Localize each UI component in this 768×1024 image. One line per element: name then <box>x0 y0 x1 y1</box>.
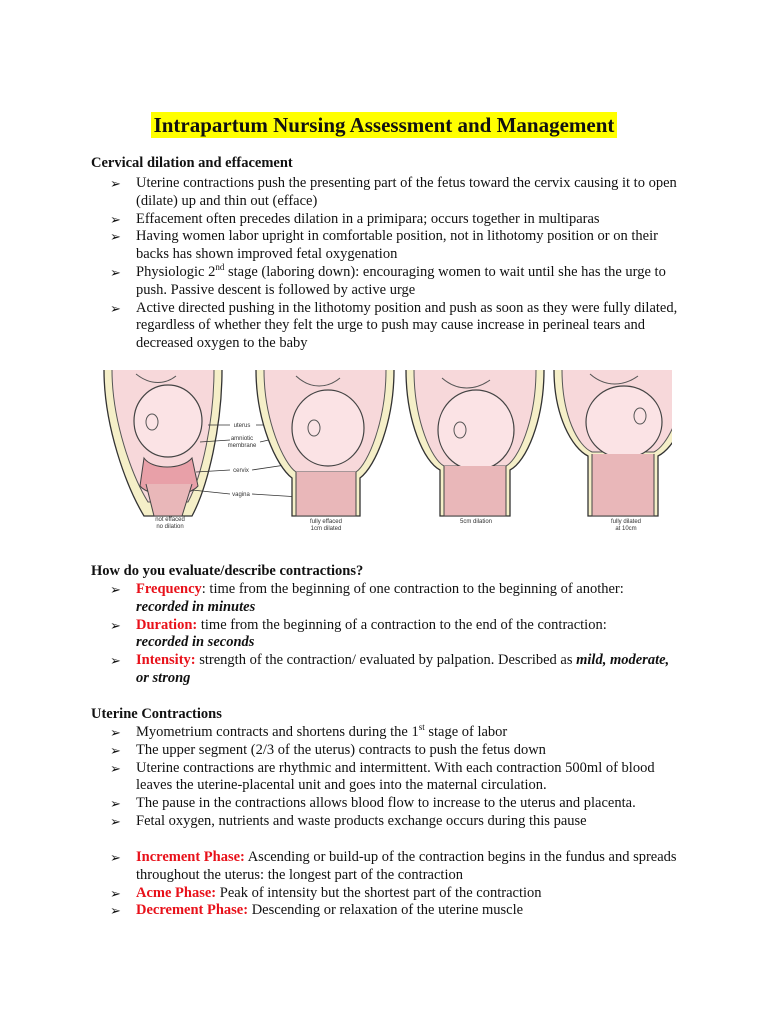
figure-captions <box>155 517 641 532</box>
arrow-bullet-icon: ➢ <box>110 264 121 280</box>
list-item: ➢ Duration: time from the beginning of a contraction to the end of the contraction: recorded in seconds <box>110 616 607 651</box>
caption-1-line-1: not effaced <box>155 517 185 523</box>
uterine-contractions-list <box>110 724 682 831</box>
list-item: ➢ Having women labor upright in comfortable position, not in lithotomy position or on their backs has shown improved fetal oxygenation <box>110 228 658 263</box>
arrow-bullet-icon: ➢ <box>110 617 121 633</box>
list-item: ➢ Effacement often precedes dilation in a primipara; occurs together in multiparas <box>110 210 600 227</box>
list-item: ➢ Fetal oxygen, nutrients and waste products exchange occurs during this pause <box>110 812 587 829</box>
list-item: ➢ Decrement Phase: Descending or relaxation of the uterine muscle <box>110 902 524 919</box>
arrow-bullet-icon: ➢ <box>110 885 121 901</box>
section-heading-contractions-eval: How do you evaluate/describe contractions? <box>91 563 364 579</box>
section-heading-uterine-contractions: Uterine Contractions <box>91 706 222 722</box>
label-uterus: uterus <box>233 423 251 429</box>
arrow-bullet-icon: ➢ <box>110 582 121 597</box>
cervical-bullet-list <box>110 175 682 353</box>
contraction-eval-list <box>110 581 682 688</box>
panel-fully-dilated <box>554 370 672 516</box>
list-item: ➢ Uterine contractions push the presenting part of the fetus toward the cervix causing it to open (dilate) up and thin out (efface) <box>110 175 677 209</box>
arrow-bullet-icon: ➢ <box>110 796 121 812</box>
arrow-bullet-icon: ➢ <box>110 300 121 316</box>
label-vagina: vagina <box>232 492 250 498</box>
caption-2-line-2: 1cm dilated <box>310 526 342 532</box>
panel-fully-effaced <box>256 370 394 516</box>
arrow-bullet-icon: ➢ <box>110 725 121 740</box>
label-cervix: cervix <box>233 468 249 474</box>
caption-1-line-2: no dilation <box>156 524 184 530</box>
list-item: ➢ Active directed pushing in the lithotomy position and push as soon as they were fully dilated, regardless of whether they felt the urge to push may cause increase in perineal tears and decreased oxygen to the baby <box>110 299 678 352</box>
caption-4-line-2: at 10cm <box>615 526 637 532</box>
panel-5cm-dilation <box>406 370 544 516</box>
arrow-bullet-icon: ➢ <box>110 850 121 865</box>
arrow-bullet-icon: ➢ <box>110 229 121 245</box>
arrow-bullet-icon: ➢ <box>110 176 121 191</box>
arrow-bullet-icon: ➢ <box>110 653 121 669</box>
arrow-bullet-icon: ➢ <box>110 211 121 227</box>
caption-3-line-1: 5cm dilation <box>459 519 493 525</box>
arrow-bullet-icon: ➢ <box>110 760 121 776</box>
panel-not-effaced <box>104 370 222 516</box>
arrow-bullet-icon: ➢ <box>110 742 121 758</box>
cervix-dilation-figure <box>96 366 672 536</box>
arrow-bullet-icon: ➢ <box>110 813 121 829</box>
label-membrane: membrane <box>227 443 257 449</box>
caption-4-line-1: fully dilated <box>610 519 642 525</box>
list-item: ➢ Uterine contractions are rhythmic and intermittent. With each contraction 500ml of blood leaves the uterine-placental unit and goes into the maternal circulation. <box>110 759 655 794</box>
list-item: ➢ The upper segment (2/3 of the uterus) contracts to push the fetus down <box>110 741 546 758</box>
list-item: ➢ The pause in the contractions allows blood flow to increase to the uterus and placenta. <box>110 795 636 812</box>
label-amniotic: amniotic <box>230 436 254 442</box>
section-heading-cervical: Cervical dilation and effacement <box>91 155 293 171</box>
arrow-bullet-icon: ➢ <box>110 903 121 919</box>
list-item: ➢ Increment Phase: Ascending or build-up of the contraction begins in the fundus and spreads throughout the uterus: the longest part of the contraction <box>110 849 677 883</box>
page-title: Intrapartum Nursing Assessment and Management <box>151 112 618 138</box>
list-item: ➢ Acme Phase: Peak of intensity but the shortest part of the contraction <box>110 884 542 901</box>
title-wrap <box>0 112 768 138</box>
list-item: ➢ Frequency: time from the beginning of one contraction to the beginning of another: recorded in minutes <box>110 581 624 615</box>
list-item: ➢ Myometrium contracts and shortens during the 1st stage of labor <box>110 722 508 740</box>
contraction-phases-list <box>110 849 682 920</box>
list-item: ➢ Intensity: strength of the contraction/ evaluated by palpation. Described as mild, moderate, or strong <box>110 652 670 686</box>
list-item: ➢ Physiologic 2nd stage (laboring down): encouraging women to wait until she has the urge to push. Passive descent is followed by active urge <box>110 262 666 298</box>
caption-2-line-1: fully effaced <box>310 519 342 525</box>
